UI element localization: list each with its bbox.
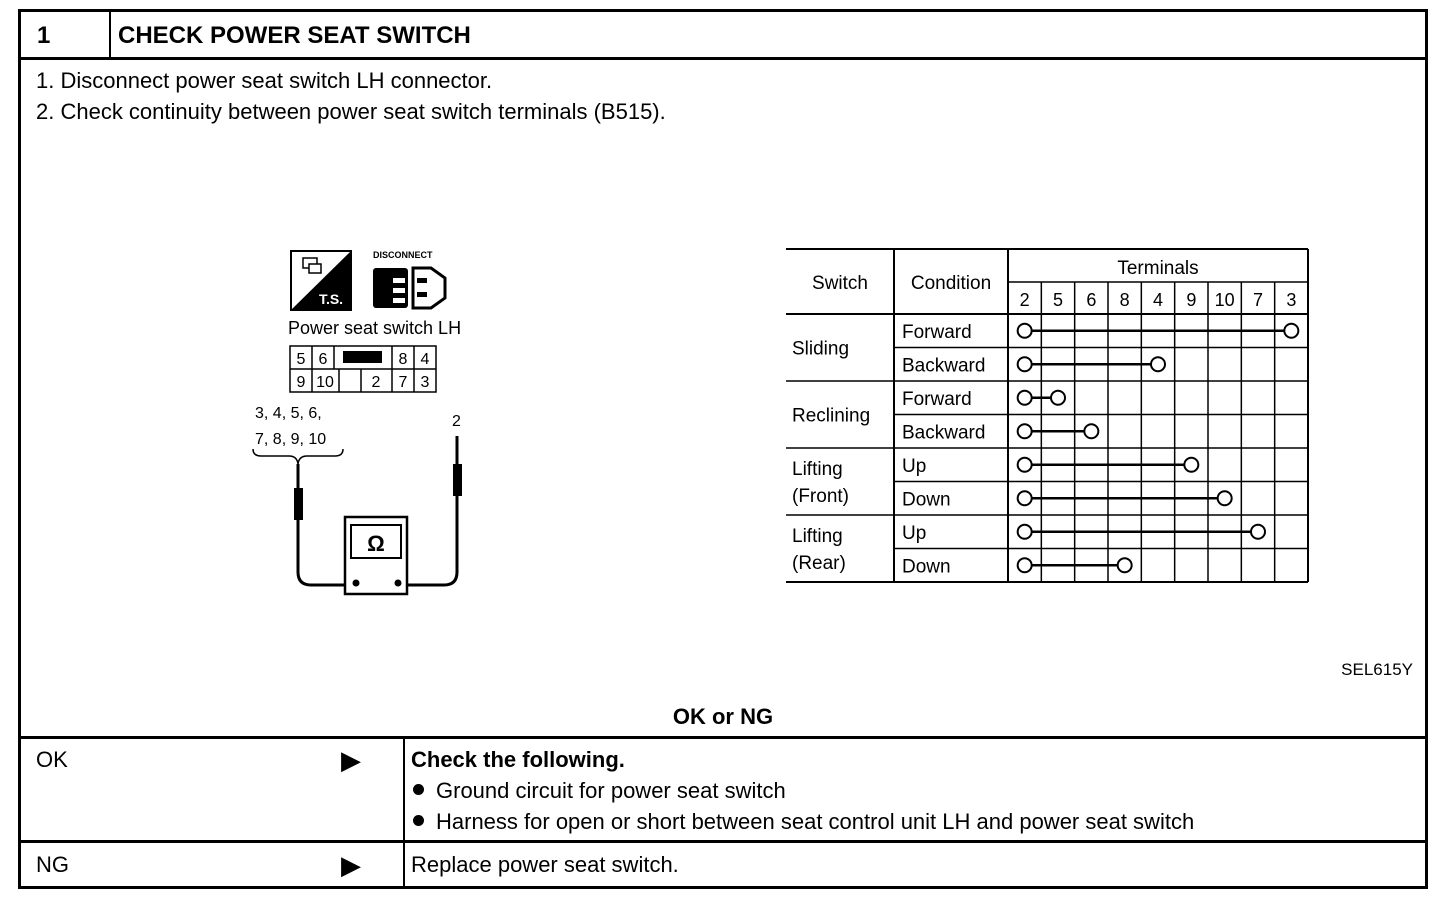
pin-2: 2: [371, 374, 381, 391]
result-mid-divider: [21, 840, 1425, 843]
ok-bullet-1-text: Ground circuit for power seat switch: [436, 778, 786, 803]
condition-label: Backward: [902, 355, 986, 377]
terminal-header-9: 9: [1186, 290, 1197, 310]
ts-icon: [291, 251, 351, 310]
pin-10: 10: [316, 374, 334, 391]
switch-name: (Rear): [792, 553, 846, 574]
switch-name: Lifting: [792, 526, 843, 547]
switch-name: Reclining: [792, 405, 871, 427]
ok-bullet-2-text: Harness for open or short between seat control unit LH and power seat switch: [436, 809, 1195, 834]
terminal-header-6: 6: [1086, 290, 1097, 310]
continuity-node: [1018, 458, 1032, 472]
continuity-node: [1018, 357, 1032, 371]
continuity-node: [1218, 491, 1232, 505]
continuity-node: [1284, 324, 1298, 338]
ohm-symbol: Ω: [367, 531, 385, 556]
ohmmeter-icon: [345, 517, 407, 594]
terminal-header-8: 8: [1119, 290, 1130, 310]
condition-column-header: Condition: [910, 273, 992, 294]
ng-label: NG: [36, 852, 69, 877]
ok-action-title: Check the following.: [411, 747, 625, 772]
terminal-header-7: 7: [1252, 290, 1264, 310]
ng-action: Replace power seat switch.: [411, 852, 679, 877]
figure-code: SEL615Y: [1341, 660, 1413, 679]
condition-label: Backward: [902, 422, 986, 444]
continuity-node: [1251, 525, 1265, 539]
continuity-node: [1051, 391, 1065, 405]
terminals-column-header: Terminals: [1117, 258, 1199, 279]
step-number: 1: [37, 22, 51, 49]
continuity-node: [1018, 424, 1032, 438]
ok-bullet-1: [411, 778, 786, 804]
pin-3: 3: [420, 374, 430, 391]
pin-4: 4: [420, 351, 430, 368]
probe-brace: [253, 449, 343, 464]
pin-8: 8: [398, 351, 408, 368]
terminal-header-5: 5: [1052, 290, 1064, 310]
continuity-node: [1151, 357, 1165, 371]
condition-label: Up: [902, 455, 927, 477]
switch-name: Sliding: [792, 338, 850, 360]
continuity-node: [1184, 458, 1198, 472]
switch-column-header: Switch: [812, 273, 868, 294]
bullet-dot-icon: [413, 784, 424, 795]
terminal-header-2: 2: [1019, 290, 1030, 310]
ng-arrow-icon: ▶: [341, 850, 361, 880]
switch-name: Lifting: [792, 459, 843, 480]
continuity-node: [1018, 324, 1032, 338]
ts-label: T.S.: [318, 291, 344, 307]
continuity-table: [786, 249, 1308, 582]
disconnect-label: DISCONNECT: [373, 250, 433, 260]
probe-left-label-1: 3, 4, 5, 6,: [255, 405, 322, 422]
pin-5: 5: [296, 351, 306, 368]
terminal-header-10: 10: [1214, 290, 1235, 310]
continuity-node: [1018, 491, 1032, 505]
ok-arrow-icon: ▶: [341, 745, 361, 775]
ok-bullet-2: [411, 809, 1194, 835]
pin-9: 9: [296, 374, 306, 391]
terminal-header-3: 3: [1286, 290, 1297, 310]
probe-right: [453, 464, 462, 496]
connector-title: Power seat switch LH: [288, 318, 462, 338]
continuity-node: [1018, 558, 1032, 572]
procedure-title: CHECK POWER SEAT SWITCH: [118, 22, 471, 49]
terminal-header-4: 4: [1152, 290, 1164, 310]
switch-name: (Front): [792, 486, 849, 507]
condition-label: Forward: [902, 388, 972, 410]
ok-label: OK: [36, 747, 68, 772]
probe-left-label-2: 7, 8, 9, 10: [255, 431, 327, 448]
step-item-2: 2. Check continuity between power seat switch terminals (B515).: [36, 99, 666, 124]
continuity-figure: [21, 12, 1425, 692]
result-top-divider: [21, 736, 1425, 739]
pin-7: 7: [398, 374, 408, 391]
inspection-procedure-box: [18, 9, 1428, 889]
step-item-1: 1. Disconnect power seat switch LH connector.: [36, 68, 493, 93]
condition-label: Down: [902, 489, 951, 511]
result-column-divider: [403, 736, 405, 886]
bullet-dot-icon: [413, 815, 424, 826]
disconnect-connector-icon: [373, 250, 445, 308]
connector-lock-tab: [343, 351, 382, 363]
condition-label: Down: [902, 556, 951, 578]
continuity-node: [1018, 525, 1032, 539]
probe-left: [294, 488, 303, 520]
ok-or-ng-heading: OK or NG: [672, 704, 774, 729]
condition-label: Forward: [902, 321, 972, 343]
probe-right-label: 2: [452, 413, 461, 430]
condition-label: Up: [902, 522, 927, 544]
pin-6: 6: [318, 351, 328, 368]
continuity-node: [1118, 558, 1132, 572]
continuity-node: [1018, 391, 1032, 405]
continuity-node: [1084, 424, 1098, 438]
